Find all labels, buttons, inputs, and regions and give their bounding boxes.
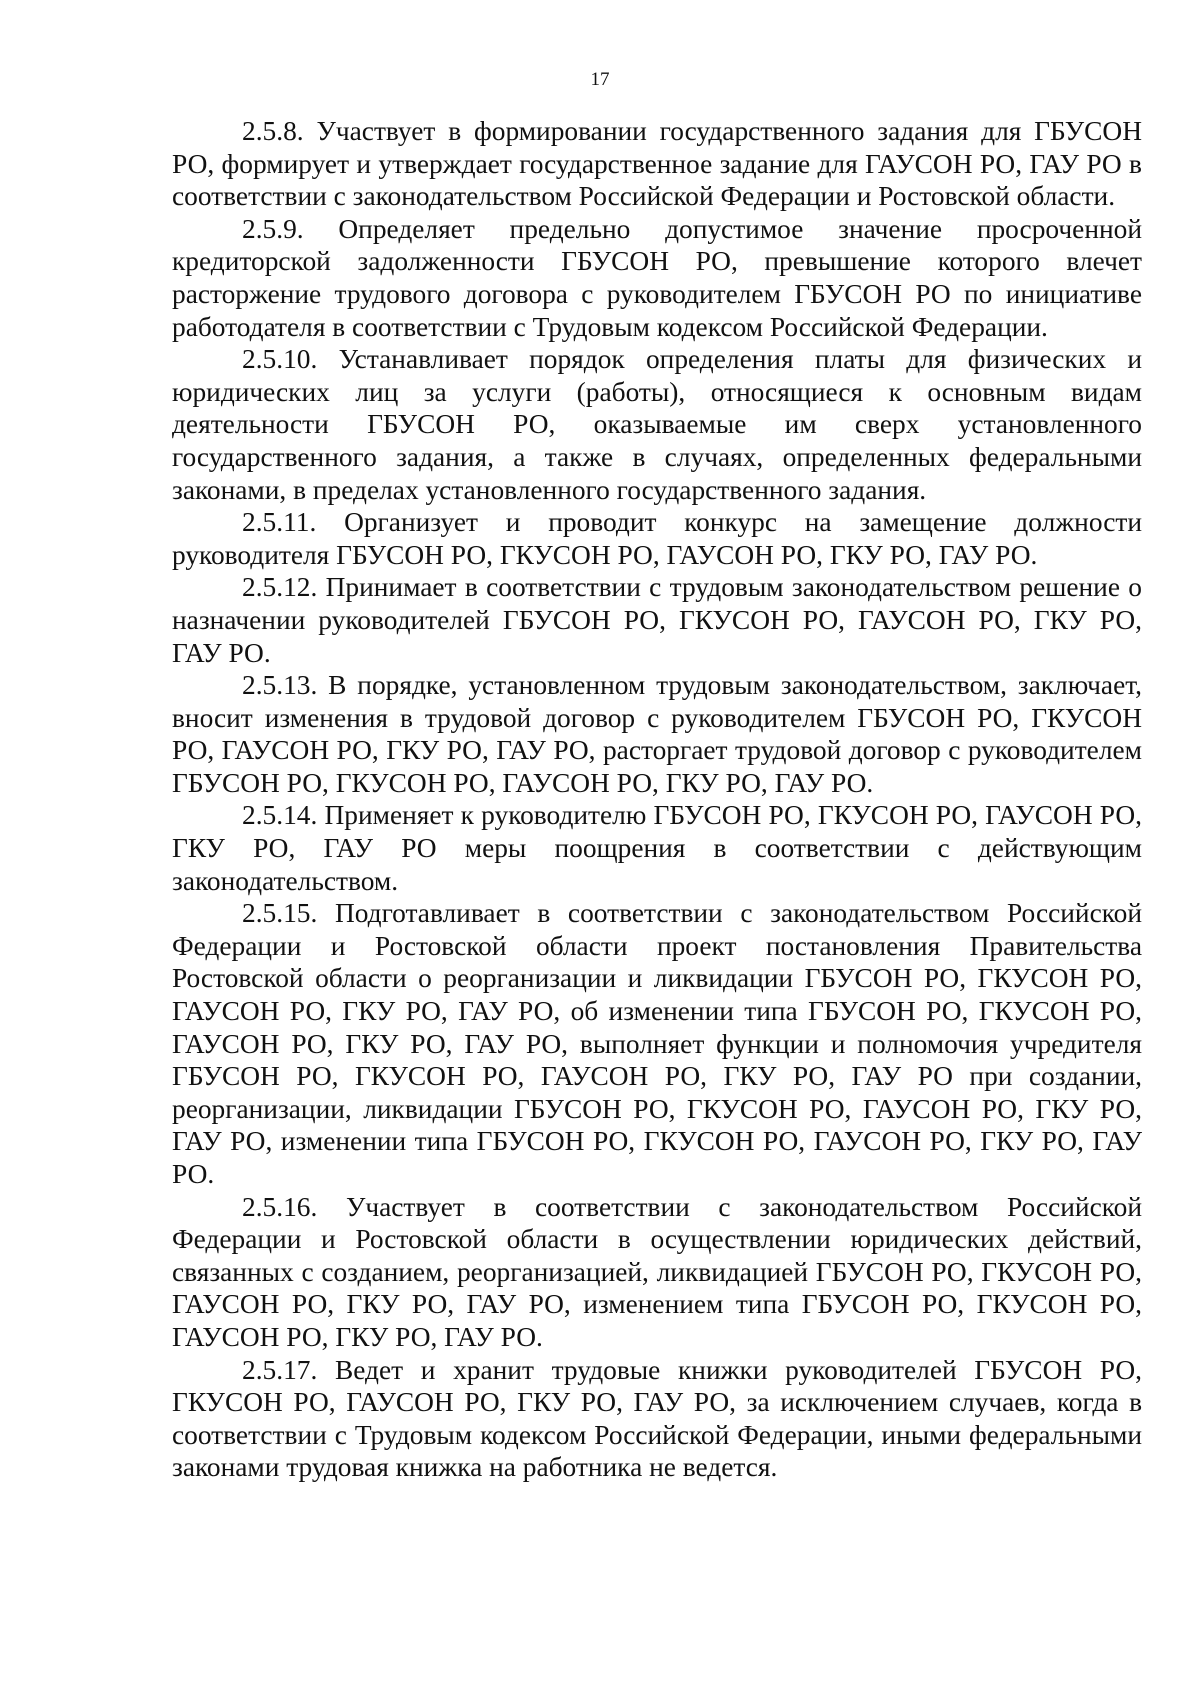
paragraph-2-5-11: 2.5.11. Организует и проводит конкурс на замещение должности руководителя ГБУСОН РО, ГКУСОН РО, ГАУСОН РО, ГКУ РО, ГАУ РО.	[172, 507, 1142, 570]
paragraph-2-5-9: 2.5.9. Определяет предельно допустимое значение просроченной кредиторской задолженности ГБУСОН РО, превышение которого влечет расторжение трудового договора с руководителем ГБУСОН РО по инициативе работодателя в соответствии с Трудовым кодексом Российской Федерации.	[172, 213, 1142, 342]
paragraph-2-5-8: 2.5.8. Участвует в формировании государственного задания для ГБУСОН РО, формирует и утверждает государственное задание для ГАУСОН РО, ГАУ РО в соответствии с законодательством Российской Федерации и Ростовской области.	[172, 116, 1142, 212]
paragraph-2-5-15: 2.5.15. Подготавливает в соответствии с законодательством Российской Федерации и Ростовской области проект постановления Правительства Ростовской области о реорганизации и ликвидации ГБУСОН РО, ГКУСОН РО, ГАУСОН РО, ГКУ РО, ГАУ РО, об изменении типа ГБУСОН РО, ГКУСОН РО, ГАУСОН РО, ГКУ РО, ГАУ РО, выполняет функции и полномочия учредителя ГБУСОН РО, ГКУСОН РО, ГАУСОН РО, ГКУ РО, ГАУ РО при создании, реорганизации, ликвидации ГБУСОН РО, ГКУСОН РО, ГАУСОН РО, ГКУ РО, ГАУ РО, изменении типа ГБУСОН РО, ГКУСОН РО, ГАУСОН РО, ГКУ РО, ГАУ РО.	[172, 898, 1142, 1189]
paragraph-2-5-17: 2.5.17. Ведет и хранит трудовые книжки руководителей ГБУСОН РО, ГКУСОН РО, ГАУСОН РО, ГКУ РО, ГАУ РО, за исключением случаев, когда в соответствии с Трудовым кодексом Российской Федерации, иными федеральными законами трудовая книжка на работника не ведется.	[172, 1354, 1142, 1483]
paragraph-2-5-13: 2.5.13. В порядке, установленном трудовым законодательством, заключает, вносит изменения в трудовой договор с руководителем ГБУСОН РО, ГКУСОН РО, ГАУСОН РО, ГКУ РО, ГАУ РО, расторгает трудовой договор с руководителем ГБУСОН РО, ГКУСОН РО, ГАУСОН РО, ГКУ РО, ГАУ РО.	[172, 670, 1142, 798]
paragraph-2-5-14: 2.5.14. Применяет к руководителю ГБУСОН РО, ГКУСОН РО, ГАУСОН РО, ГКУ РО, ГАУ РО меры поощрения в соответствии с действующим законодательством.	[172, 800, 1142, 896]
paragraph-2-5-12: 2.5.12. Принимает в соответствии с трудовым законодательством решение о назначении руководителей ГБУСОН РО, ГКУСОН РО, ГАУСОН РО, ГКУ РО, ГАУ РО.	[172, 572, 1142, 668]
document-body	[172, 115, 1142, 1484]
paragraph-2-5-10: 2.5.10. Устанавливает порядок определения платы для физических и юридических лиц за услуги (работы), относящиеся к основным видам деятельности ГБУСОН РО, оказываемые им сверх установленного государственного задания, а также в случаях, определенных федеральными законами, в пределах установленного государственного задания.	[172, 344, 1142, 505]
page-number: 17	[590, 69, 610, 90]
paragraph-2-5-16: 2.5.16. Участвует в соответствии с законодательством Российской Федерации и Ростовской области в осуществлении юридических действий, связанных с созданием, реорганизацией, ликвидацией ГБУСОН РО, ГКУСОН РО, ГАУСОН РО, ГКУ РО, ГАУ РО, изменением типа ГБУСОН РО, ГКУСОН РО, ГАУСОН РО, ГКУ РО, ГАУ РО.	[172, 1191, 1142, 1352]
